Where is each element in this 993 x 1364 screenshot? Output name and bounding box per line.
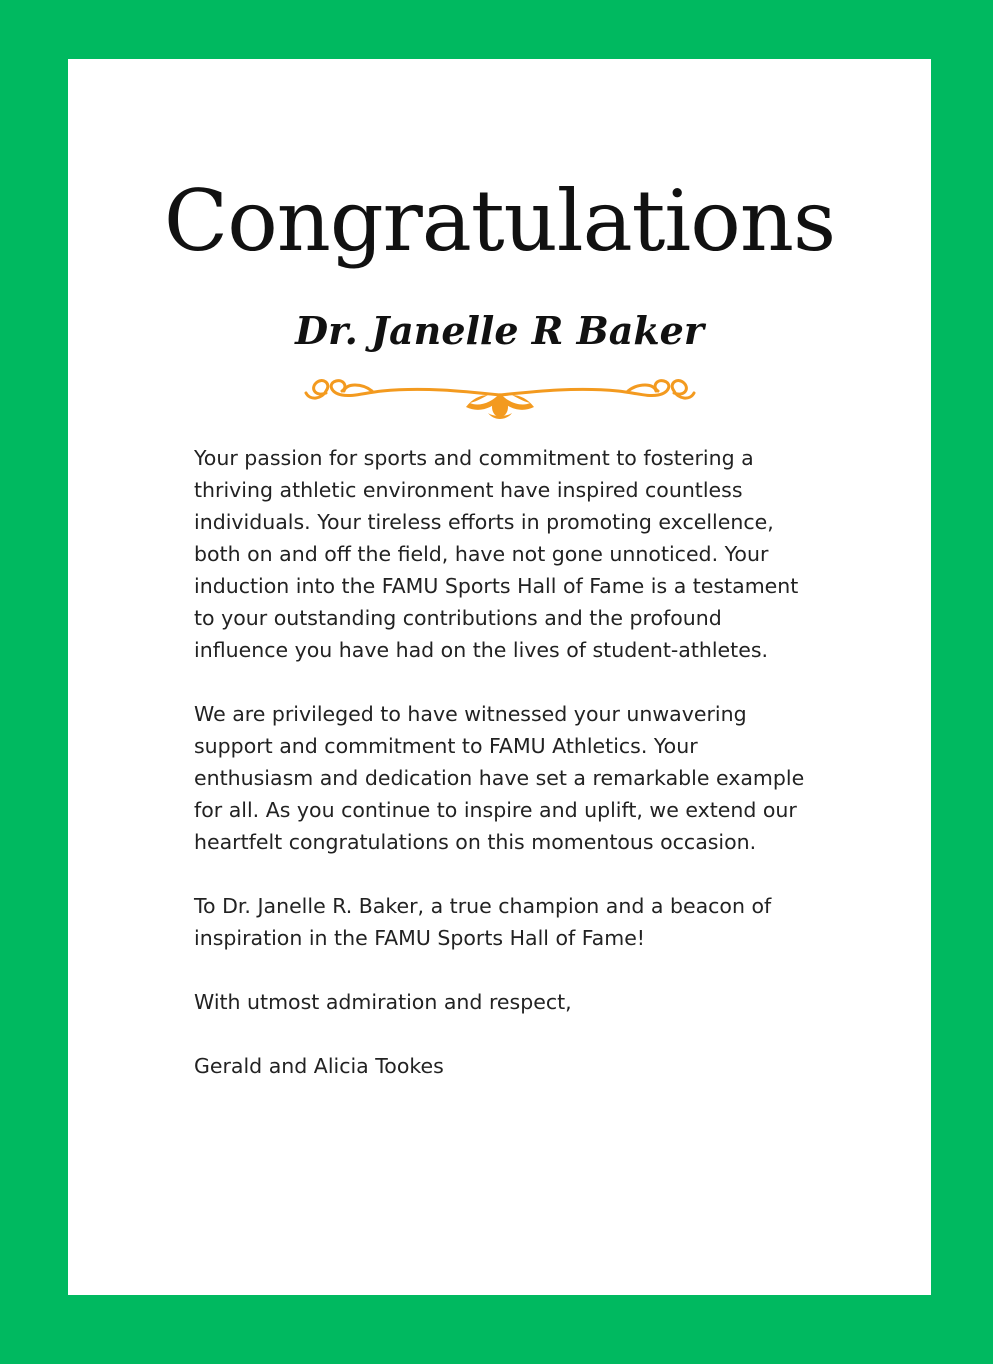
recipient-name: Dr. Janelle R Baker xyxy=(295,308,704,353)
letter-card xyxy=(68,59,931,1295)
flourish-divider-icon xyxy=(302,373,698,425)
signature: Gerald and Alicia Tookes xyxy=(194,1054,444,1078)
paragraph-1: Your passion for sports and commitment to fostering a thriving athletic environment have inspired countless individuals. Your tireless efforts in promoting excellence, both on and off the field, have not gone unnoticed. Your induction into the FAMU Sports Hall of Fame is a testament to your outstanding contributions and the profound influence you have had on the lives of student-athletes. xyxy=(194,446,799,662)
paragraph-3: To Dr. Janelle R. Baker, a true champion and a beacon of inspiration in the FAMU Sports Hall of Fame! xyxy=(194,894,772,950)
page-title: Congratulations xyxy=(163,172,836,270)
closing-line: With utmost admiration and respect, xyxy=(194,990,572,1014)
letter-body xyxy=(194,442,814,1114)
paragraph-2: We are privileged to have witnessed your unwavering support and commitment to FAMU Athletics. Your enthusiasm and dedication have set a remarkable example for all. As you continue to inspire and uplift, we extend our heartfelt congratulations on this momentous occasion. xyxy=(194,702,805,854)
